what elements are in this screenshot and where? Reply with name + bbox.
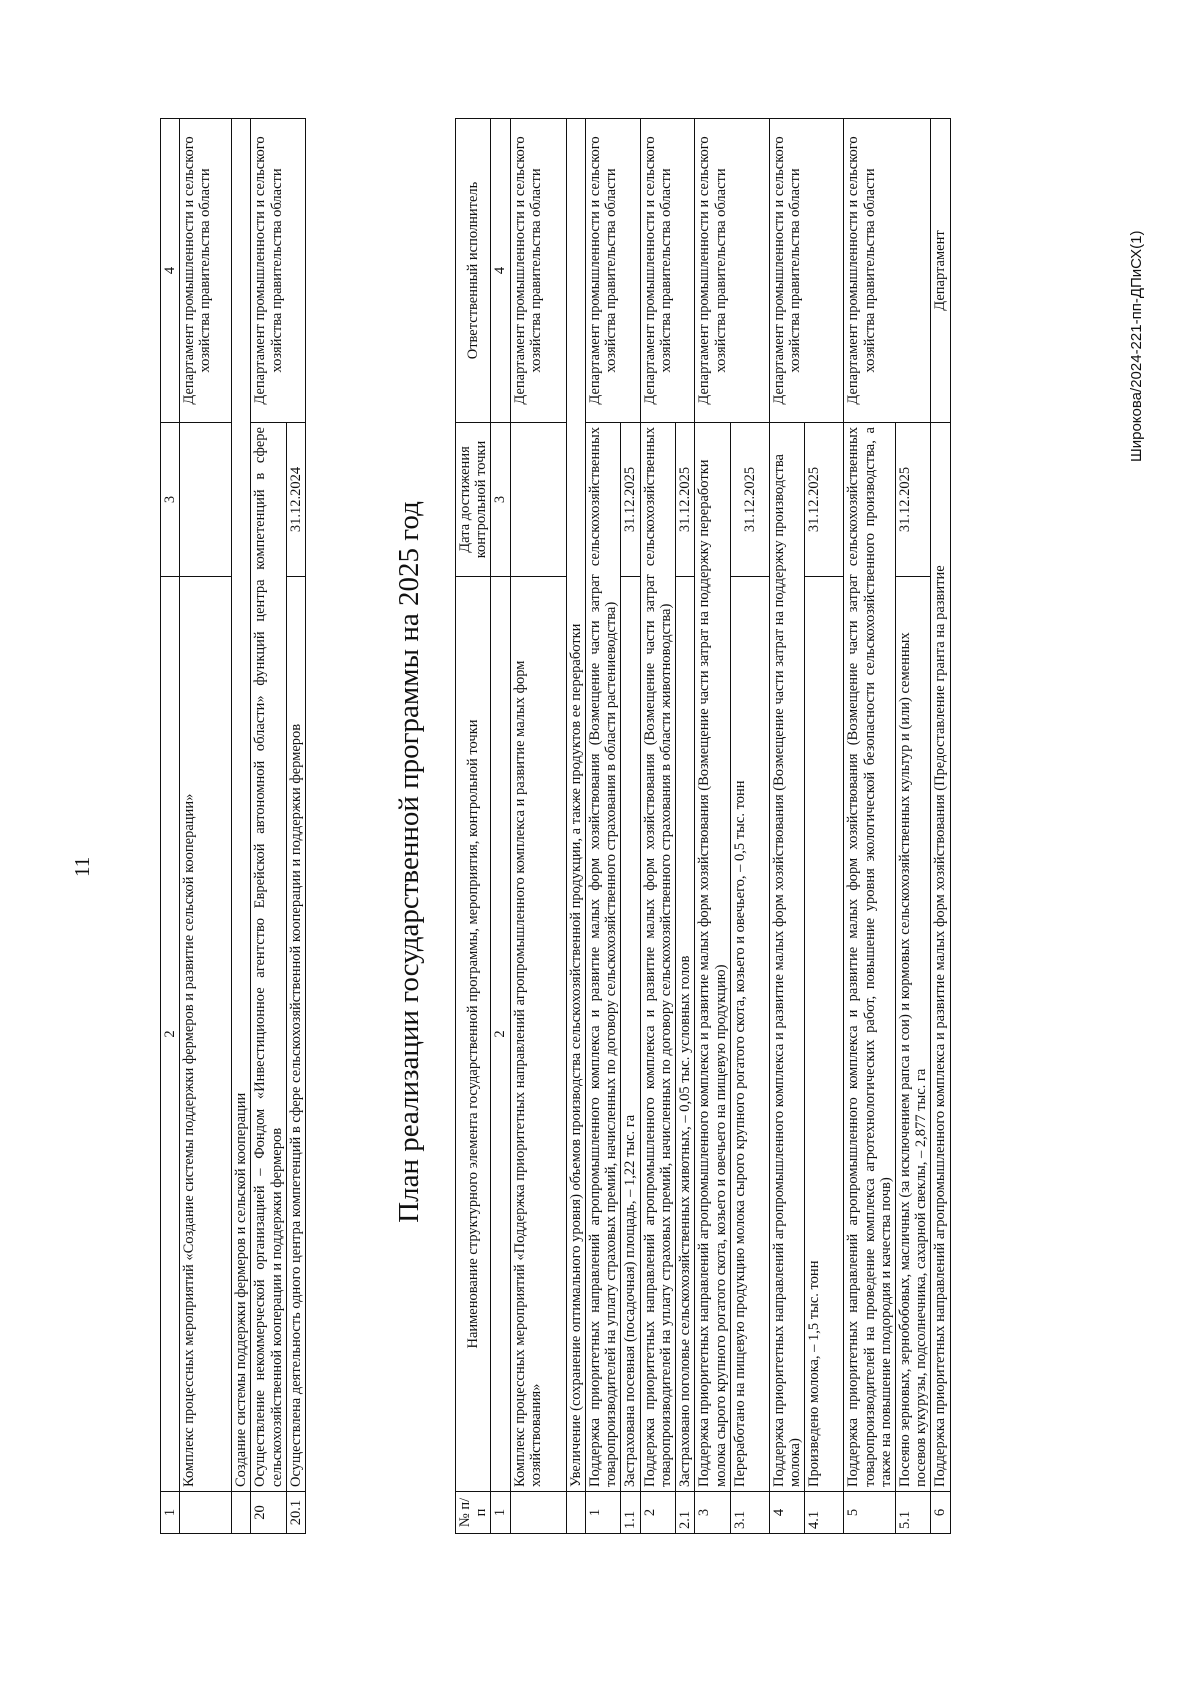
row-date: 31.12.2024 — [286, 423, 305, 577]
header-date: Дата достижения контрольной точки — [456, 423, 491, 577]
column-number-row — [491, 119, 510, 1534]
row-text: Поддержка приоритетных направлений агропромышленного комплекса и развитие малых форм хозяйствования (Предоставление гранта на развитие — [931, 423, 950, 1492]
row-number: 5.1 — [895, 1492, 930, 1534]
row-number: 6 — [931, 1492, 950, 1534]
row-number: 1 — [585, 1492, 620, 1534]
table-row — [931, 119, 950, 1534]
row-number — [510, 1492, 566, 1534]
row-date — [510, 423, 566, 577]
row-text: Застраховано поголовье сельскохозяйственных животных, – 0,05 тыс. условных голов — [676, 577, 695, 1492]
header-name: Наименование структурного элемента государственной программы, мероприятия, контрольной точки — [456, 577, 491, 1492]
footer-code: Широкова/2024-221-пп-ДПиСХ(1) — [1128, 230, 1145, 462]
table-row — [566, 119, 585, 1534]
row-executor: Департамент промышленности и сельского хозяйства правительства области — [695, 119, 769, 423]
row-text: Застрахована посевная (посадочная) площадь, – 1,22 тыс. га — [621, 577, 640, 1492]
row-date: 31.12.2025 — [676, 423, 695, 577]
row-text: Произведено молока, – 1,5 тыс. тонн — [805, 577, 844, 1492]
header-executor: Ответственный исполнитель — [456, 119, 491, 423]
column-number: 1 — [491, 1492, 510, 1534]
column-number: 2 — [491, 577, 510, 1492]
row-text: Поддержка приоритетных направлений агропромышленного комплекса и развитие малых форм хозяйствования (Возмещение части затрат сельскохозяйственных товаропроизводителей на уплату страховых премий, начисленных по договору сельскохозяйственного страхования в области животноводства) — [640, 423, 675, 1492]
row-text: Осуществление некоммерческой организацией – Фондом «Инвестиционное агентство Еврейской автономной области» функций центра компетенций в сфере сельскохозяйственной кооперации и поддержки фермеров — [251, 423, 286, 1492]
column-number: 3 — [491, 423, 510, 577]
column-number: 3 — [161, 423, 180, 577]
row-number: 2 — [640, 1492, 675, 1534]
row-executor: Департамент промышленности и сельского хозяйства правительства области — [769, 119, 843, 423]
column-number: 1 — [161, 1492, 180, 1534]
row-executor: Департамент промышленности и сельского хозяйства правительства области — [251, 119, 306, 423]
table-row — [510, 119, 566, 1534]
row-text: Осуществлена деятельность одного центра компетенций в сфере сельскохозяйственной кооперации и поддержки фермеров — [286, 577, 305, 1492]
row-date — [180, 423, 232, 577]
row-number: 1.1 — [621, 1492, 640, 1534]
row-text: Комплекс процессных мероприятий «Создание системы поддержки фермеров и развитие сельской кооперации» — [180, 577, 232, 1492]
row-number — [180, 1492, 232, 1534]
table-row — [180, 119, 232, 1534]
row-number: 20.1 — [286, 1492, 305, 1534]
row-executor: Департамент промышленности и сельского хозяйства правительства области — [844, 119, 931, 423]
row-text: Посеяно зерновых, зернобобовых, масличных (за исключением рапса и сои) и кормовых сельскохозяйственных культур и (или) семенных посевов кукурузы, подсолнечника, сахарной свеклы, – 2,877 тыс. га — [895, 577, 930, 1492]
column-number: 4 — [161, 119, 180, 423]
row-text: Поддержка приоритетных направлений агропромышленного комплекса и развитие малых форм хозяйствования (Возмещение части затрат сельскохозяйственных товаропроизводителей на уплату страховых премий, начисленных по договору сельскохозяйственного страхования в области растениеводства) — [585, 423, 620, 1492]
table-row — [585, 119, 620, 1534]
row-executor: Департамент промышленности и сельского хозяйства правительства области — [585, 119, 640, 423]
row-executor: Департамент промышленности и сельского хозяйства правительства области — [640, 119, 695, 423]
row-text: Комплекс процессных мероприятий «Поддержка приоритетных направлений агропромышленного комплекса и развитие малых форм хозяйствования» — [510, 577, 566, 1492]
header-number: № п/п — [456, 1492, 491, 1534]
row-text: Поддержка приоритетных направлений агропромышленного комплекса и развитие малых форм хозяйствования (Возмещение части затрат сельскохозяйственных товаропроизводителей на проведение комплекса агротехнологических работ, повышение уровня экологической безопасности сельскохозяйственного производства, а также на повышение плодородия и качества почв) — [844, 423, 896, 1492]
row-number: 2.1 — [676, 1492, 695, 1534]
column-number-row — [161, 119, 180, 1534]
row-number: 3.1 — [730, 1492, 769, 1534]
table-row — [640, 119, 675, 1534]
row-number: 20 — [251, 1492, 286, 1534]
row-number: 5 — [844, 1492, 896, 1534]
row-executor: Департамент промышленности и сельского хозяйства правительства области — [180, 119, 232, 423]
row-text: Создание системы поддержки фермеров и сельской кооперации — [232, 119, 251, 1492]
column-number: 4 — [491, 119, 510, 423]
row-date: 31.12.2025 — [805, 423, 844, 577]
row-number: 4.1 — [805, 1492, 844, 1534]
row-number — [232, 1492, 251, 1534]
table-row — [232, 119, 251, 1534]
row-executor: Департамент промышленности и сельского хозяйства правительства области — [510, 119, 566, 423]
table-row — [251, 119, 286, 1534]
column-number: 2 — [161, 577, 180, 1492]
row-number: 4 — [769, 1492, 804, 1534]
row-date: 31.12.2025 — [621, 423, 640, 577]
row-executor: Департамент — [931, 119, 950, 423]
row-number: 3 — [695, 1492, 730, 1534]
row-text: Увеличение (сохранение оптимального уровня) объемов производства сельскохозяйственной продукции, а также продуктов ее переработки — [566, 119, 585, 1492]
row-date: 31.12.2025 — [895, 423, 930, 577]
continued-table — [160, 118, 306, 1534]
row-text: Поддержка приоритетных направлений агропромышленного комплекса и развитие малых форм хозяйствования (Возмещение части затрат на поддержку переработки молока сырого крупного рогатого скота, козьего и овечьего на пищевую продукцию) — [695, 423, 730, 1492]
page-number: 11 — [70, 856, 94, 877]
table-row — [695, 119, 730, 1534]
table-row — [769, 119, 804, 1534]
header-row — [456, 119, 491, 1534]
table-row — [844, 119, 896, 1534]
plan-table — [455, 118, 951, 1534]
row-date: 31.12.2025 — [730, 423, 769, 577]
section-title: План реализации государственной программы на 2025 год — [393, 501, 425, 1223]
row-text: Поддержка приоритетных направлений агропромышленного комплекса и развитие малых форм хозяйствования (Возмещение части затрат на поддержку производства молока) — [769, 423, 804, 1492]
row-number — [566, 1492, 585, 1534]
row-text: Переработано на пищевую продукцию молока сырого крупного рогатого скота, козьего и овечьего, – 0,5 тыс. тонн — [730, 577, 769, 1492]
